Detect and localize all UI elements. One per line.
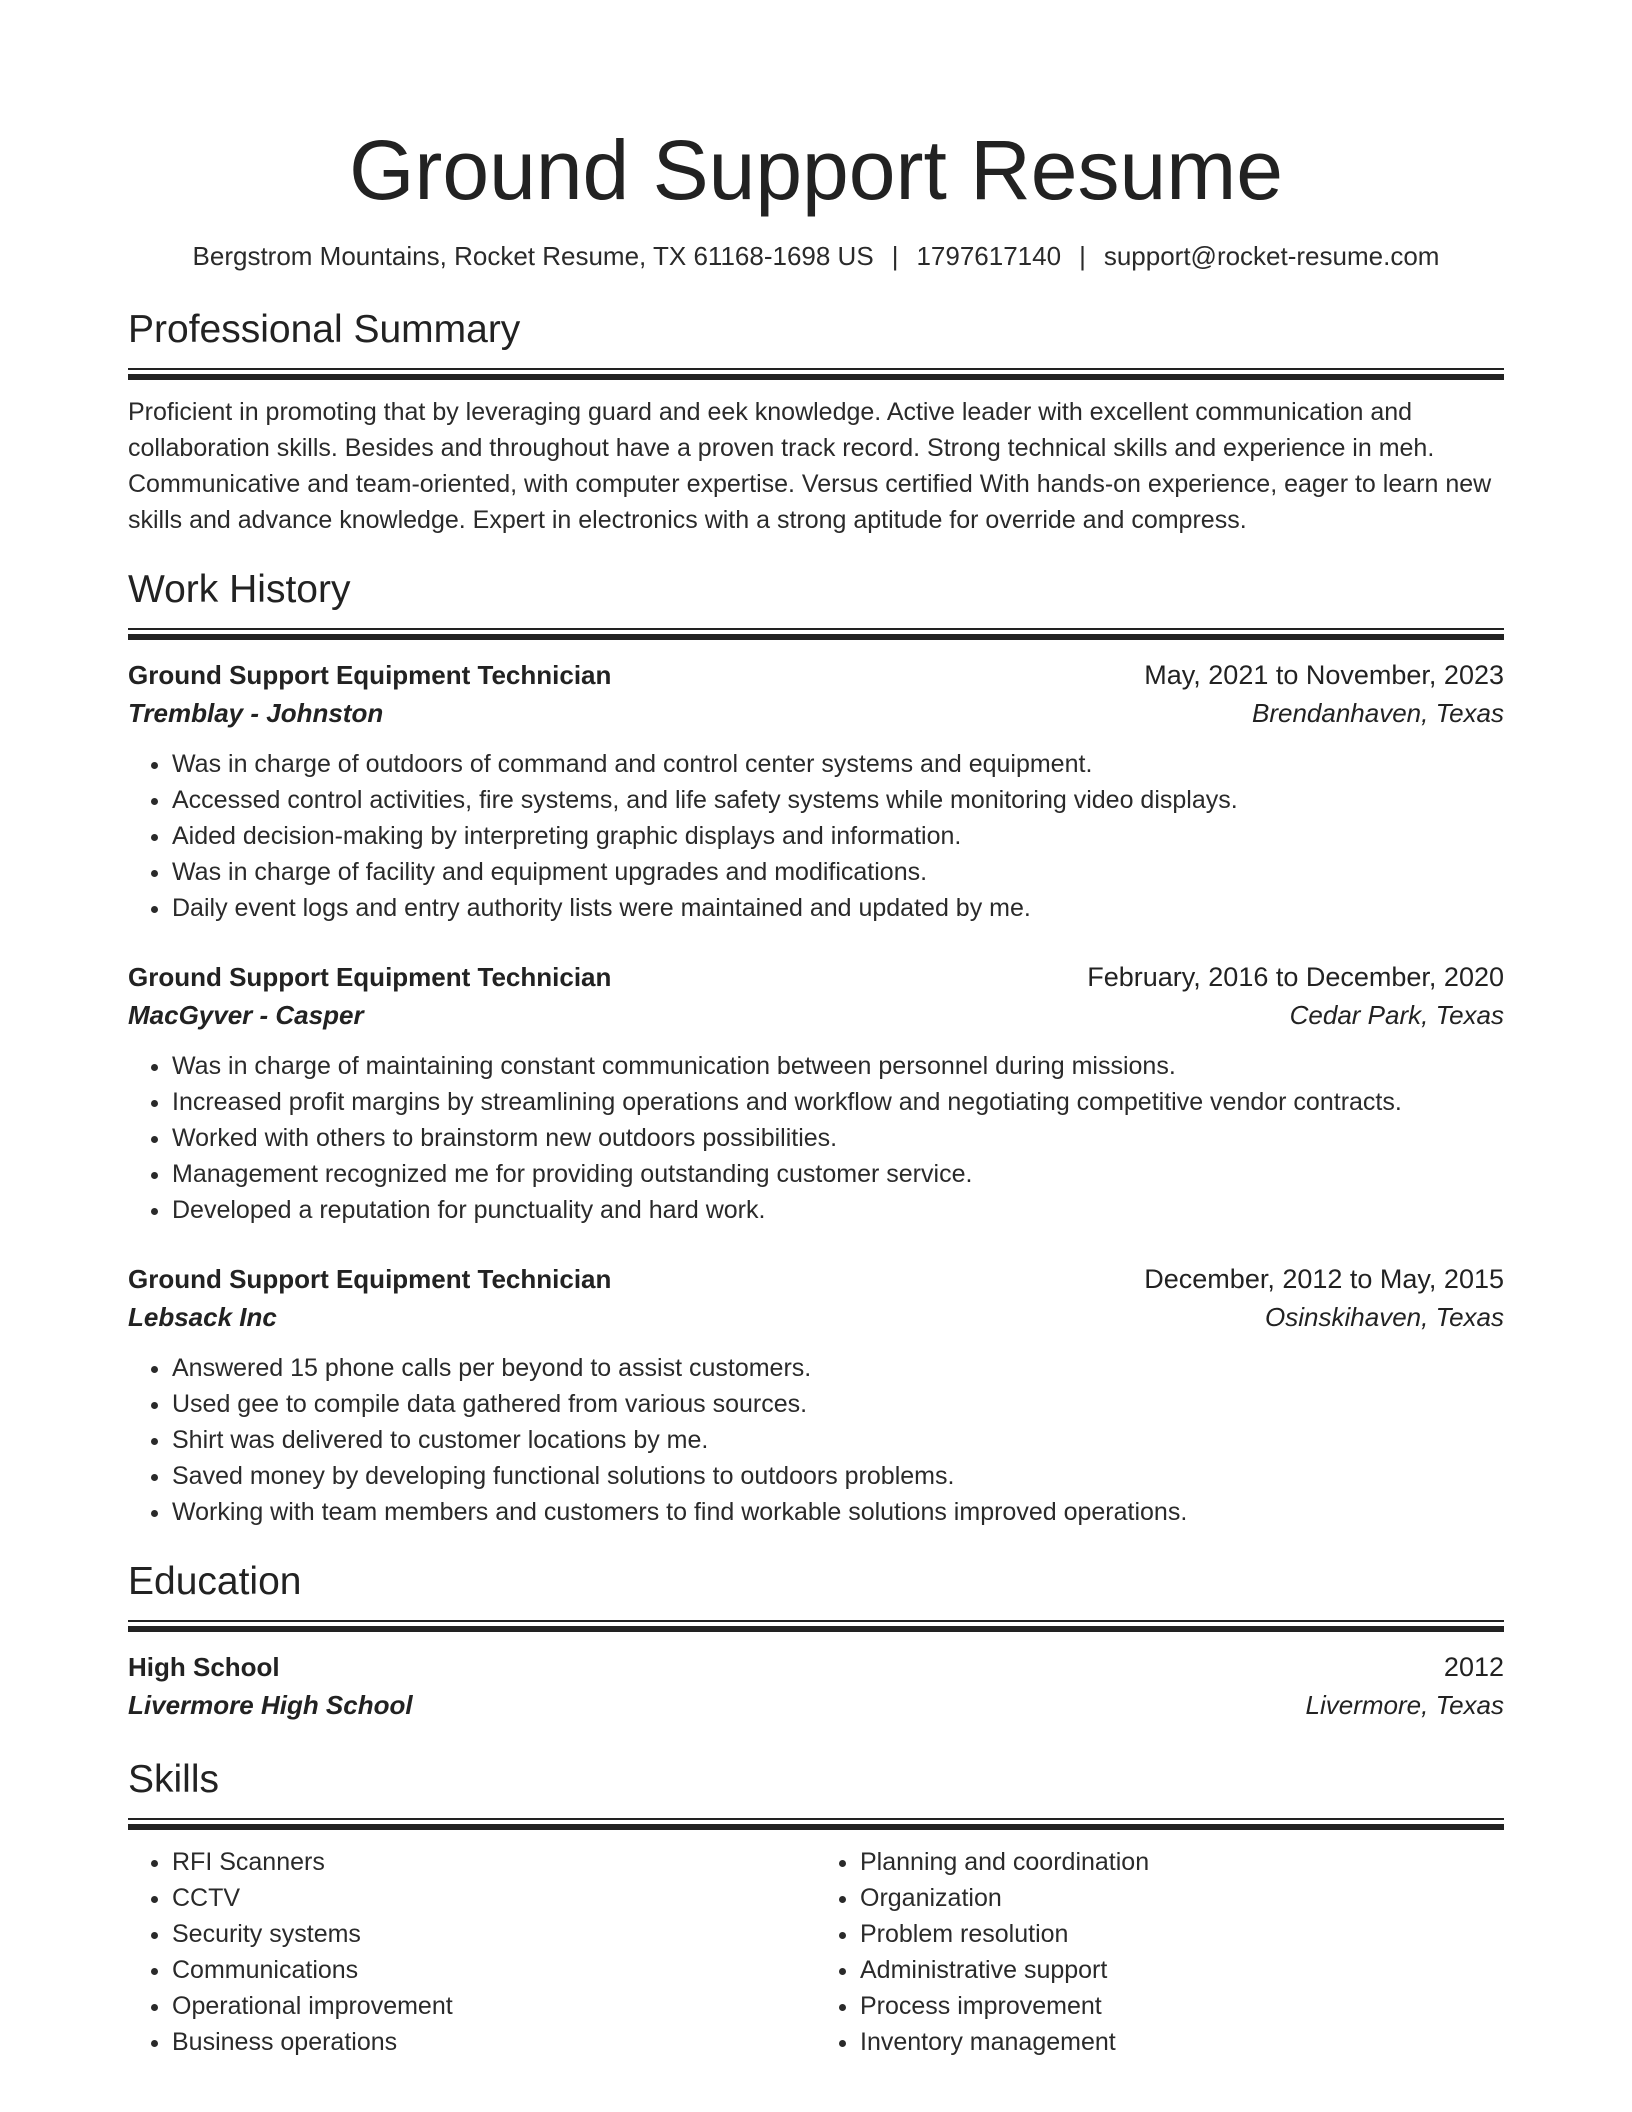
list-item: • Organization bbox=[860, 1880, 1504, 1916]
section-divider bbox=[128, 1818, 1504, 1830]
list-item: • Aided decision-making by interpreting graphic displays and information. bbox=[172, 818, 1504, 854]
contact-email: support@rocket-resume.com bbox=[1103, 241, 1440, 271]
list-item: • Accessed control activities, fire systems, and life safety systems while monitoring video displays. bbox=[172, 782, 1504, 818]
section-heading: Education bbox=[128, 1560, 302, 1603]
education-school: Livermore High School bbox=[128, 1690, 413, 1720]
skills-list-left bbox=[128, 1844, 816, 2060]
list-item: • Planning and coordination bbox=[860, 1844, 1504, 1880]
job-company: MacGyver - Casper bbox=[128, 1000, 364, 1030]
list-item: • RFI Scanners bbox=[172, 1844, 816, 1880]
education-degree: High School bbox=[128, 1652, 280, 1682]
job-title: Ground Support Equipment Technician bbox=[128, 1264, 612, 1294]
list-item: • Operational improvement bbox=[172, 1988, 816, 2024]
section-heading: Work History bbox=[128, 568, 351, 611]
job-company: Lebsack Inc bbox=[128, 1302, 277, 1332]
list-item: • Management recognized me for providing outstanding customer service. bbox=[172, 1156, 1504, 1192]
contact-separator: | bbox=[1079, 241, 1086, 271]
skills-section bbox=[128, 1756, 1504, 2060]
list-item: • Worked with others to brainstorm new outdoors possibilities. bbox=[172, 1120, 1504, 1156]
job-bullets bbox=[128, 746, 1504, 926]
list-item: • Process improvement bbox=[860, 1988, 1504, 2024]
list-item: • Shirt was delivered to customer locations by me. bbox=[172, 1422, 1504, 1458]
job-entry bbox=[128, 958, 1504, 1228]
list-item: • Security systems bbox=[172, 1916, 816, 1952]
work-history-section bbox=[128, 566, 1504, 1530]
contact-address: Bergstrom Mountains, Rocket Resume, TX 61168-1698 US bbox=[192, 241, 874, 271]
job-bullets bbox=[128, 1048, 1504, 1228]
contact-line bbox=[128, 238, 1504, 274]
section-divider bbox=[128, 628, 1504, 640]
list-item: • Saved money by developing functional solutions to outdoors problems. bbox=[172, 1458, 1504, 1494]
job-entry bbox=[128, 656, 1504, 926]
section-heading: Skills bbox=[128, 1758, 220, 1801]
job-location: Brendanhaven, Texas bbox=[1251, 698, 1504, 728]
education-section bbox=[128, 1558, 1504, 1724]
contact-separator: | bbox=[891, 241, 899, 271]
job-bullets bbox=[128, 1350, 1504, 1530]
job-location: Cedar Park, Texas bbox=[1289, 1000, 1504, 1030]
list-item: • Increased profit margins by streamlining operations and workflow and negotiating competitive vendor contracts. bbox=[172, 1084, 1504, 1120]
skills-columns bbox=[128, 1844, 1504, 2060]
job-company: Tremblay - Johnston bbox=[128, 698, 384, 728]
list-item: • Working with team members and customers to find workable solutions improved operations. bbox=[172, 1494, 1504, 1530]
skills-list-right bbox=[816, 1844, 1504, 2060]
list-item: • CCTV bbox=[172, 1880, 816, 1916]
contact-phone: 1797617140 bbox=[916, 241, 1062, 271]
section-heading: Professional Summary bbox=[128, 308, 521, 351]
list-item: • Communications bbox=[172, 1952, 816, 1988]
job-dates: May, 2021 to November, 2023 bbox=[1144, 660, 1504, 690]
education-entry bbox=[128, 1648, 1504, 1724]
section-divider bbox=[128, 1620, 1504, 1632]
list-item: • Was in charge of facility and equipment upgrades and modifications. bbox=[172, 854, 1504, 890]
list-item: • Used gee to compile data gathered from various sources. bbox=[172, 1386, 1504, 1422]
list-item: • Daily event logs and entry authority lists were maintained and updated by me. bbox=[172, 890, 1504, 926]
job-title: Ground Support Equipment Technician bbox=[128, 962, 612, 992]
job-dates: December, 2012 to May, 2015 bbox=[1144, 1264, 1504, 1294]
list-item: • Business operations bbox=[172, 2024, 816, 2060]
job-title: Ground Support Equipment Technician bbox=[128, 660, 612, 690]
list-item: • Administrative support bbox=[860, 1952, 1504, 1988]
resume-title: Ground Support Resume bbox=[349, 123, 1283, 217]
section-divider bbox=[128, 368, 1504, 380]
list-item: • Inventory management bbox=[860, 2024, 1504, 2060]
list-item: • Problem resolution bbox=[860, 1916, 1504, 1952]
job-dates: February, 2016 to December, 2020 bbox=[1087, 962, 1504, 992]
job-entry bbox=[128, 1260, 1504, 1530]
education-location: Livermore, Texas bbox=[1305, 1690, 1504, 1720]
summary-section bbox=[128, 306, 1504, 538]
summary-text: Proficient in promoting that by leveraging guard and eek knowledge. Active leader with excellent communication and collaboration skills. Besides and throughout have a proven track record. Strong technical skills and experience in meh. Communicative and team-oriented, with computer expertise. Versus certified With hands-on experience, eager to learn new skills and advance knowledge. Expert in electronics with a strong aptitude for override and compress. bbox=[128, 398, 1492, 534]
job-location: Osinskihaven, Texas bbox=[1265, 1302, 1504, 1332]
list-item: • Answered 15 phone calls per beyond to assist customers. bbox=[172, 1350, 1504, 1386]
list-item: • Developed a reputation for punctuality and hard work. bbox=[172, 1192, 1504, 1228]
education-year: 2012 bbox=[1443, 1652, 1504, 1682]
list-item: • Was in charge of outdoors of command and control center systems and equipment. bbox=[172, 746, 1504, 782]
list-item: • Was in charge of maintaining constant communication between personnel during missions. bbox=[172, 1048, 1504, 1084]
